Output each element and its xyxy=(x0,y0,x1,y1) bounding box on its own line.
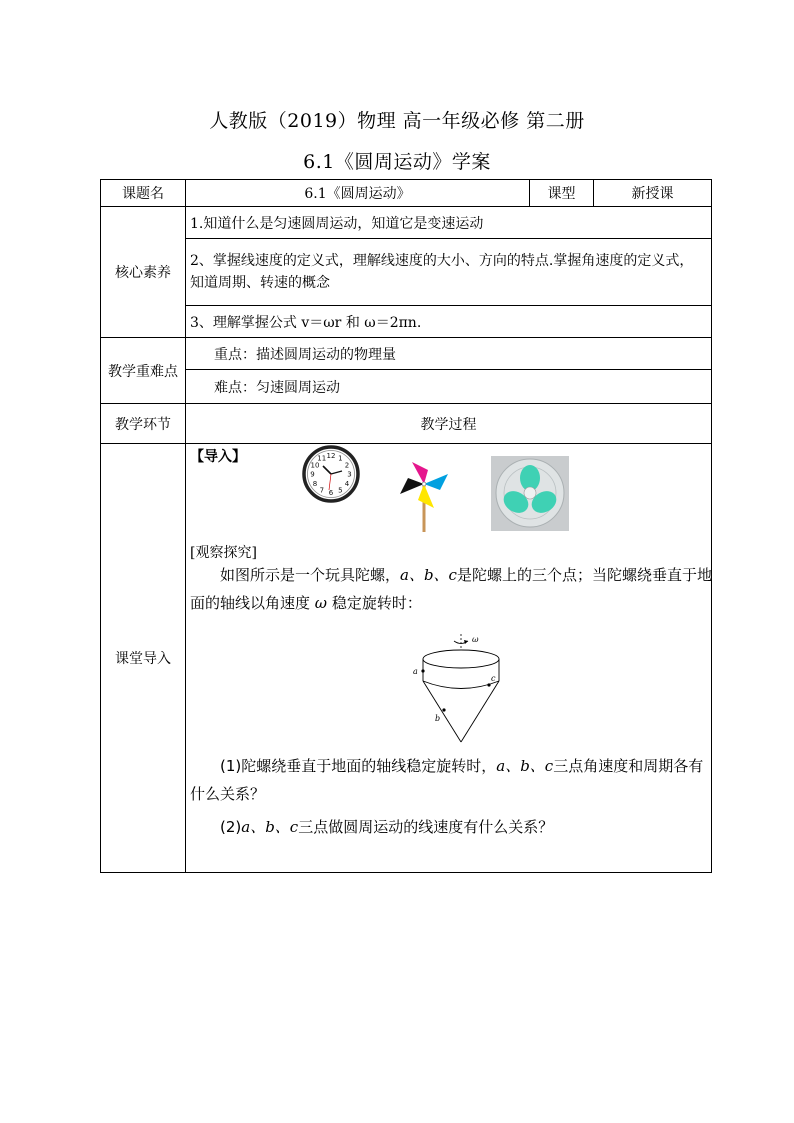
section-label: 教学环节 xyxy=(101,404,186,444)
topic-value: 6.1《圆周运动》 xyxy=(186,180,530,207)
core-item-2: 2、掌握线速度的定义式，理解线速度的大小、方向的特点.掌握角速度的定义式，知道周期、转速的概念 xyxy=(186,239,712,306)
para-text-b: 是陀螺上的三个点；当陀螺绕垂直于地面的轴线以角速度 xyxy=(190,566,712,612)
keypoint-label: 教学重难点 xyxy=(101,338,186,404)
core-label: 核心素养 xyxy=(101,207,186,338)
point-c-label: c xyxy=(491,674,496,683)
para-text-c: 稳定旋转时： xyxy=(331,594,422,612)
intro-label: 【导入】 xyxy=(190,449,246,465)
q1-text-a: (1)陀螺绕垂直于地面的轴线稳定旋转时， xyxy=(220,757,497,775)
key-point: 重点：描述圆周运动的物理量 xyxy=(186,338,712,370)
clock-number: 8 xyxy=(312,479,318,488)
topic-label: 课题名 xyxy=(101,180,186,207)
cone-left xyxy=(423,681,461,742)
lesson-label: 课堂导入 xyxy=(101,444,186,873)
type-label: 课型 xyxy=(530,180,594,207)
lesson-content xyxy=(186,444,712,873)
q2-text-b: 三点做圆周运动的线速度有什么关系？ xyxy=(298,818,554,836)
difficult-point: 难点：匀速圆周运动 xyxy=(186,370,712,404)
question-2 xyxy=(190,813,712,841)
observe-paragraph xyxy=(190,561,712,617)
clock-image xyxy=(301,444,361,504)
top-ellipse xyxy=(423,650,499,668)
clock-number: 4 xyxy=(344,479,350,488)
observe-label: [观察探究] xyxy=(190,545,257,561)
point-b-label: b xyxy=(435,714,441,723)
point-a-label: a xyxy=(413,667,418,676)
q1-points: a、b、c xyxy=(496,757,554,775)
spinning-top-figure xyxy=(413,634,521,746)
core-item-3: 3、理解掌握公式 v＝ωr 和 ω＝2πn. xyxy=(186,306,712,338)
document-subtitle: 6.1《圆周运动》学案 xyxy=(303,151,491,173)
clock-number: 6 xyxy=(328,489,334,497)
para-text-a: 如图所示是一个玩具陀螺， xyxy=(220,566,401,584)
clock-number: 11 xyxy=(317,454,327,463)
lesson-plan-table xyxy=(100,179,712,873)
question-1 xyxy=(190,752,712,808)
clock-number: 10 xyxy=(310,461,320,470)
point-a xyxy=(421,669,424,672)
clock-number: 5 xyxy=(338,486,343,495)
rotation-arrowhead xyxy=(464,640,468,644)
q2-points: a、b、c xyxy=(241,818,299,836)
pinwheel-blade xyxy=(424,474,448,490)
pinwheel-hub xyxy=(422,482,426,486)
point-b xyxy=(442,708,445,711)
core-item-1: 1.知道什么是匀速圆周运动，知道它是变速运动 xyxy=(186,207,712,239)
type-value: 新授课 xyxy=(594,180,712,207)
cone-right xyxy=(461,681,499,742)
clock-number: 9 xyxy=(310,470,315,479)
clock-number: 1 xyxy=(338,454,343,463)
pinwheel-blade xyxy=(418,484,434,508)
fan-hub xyxy=(524,487,536,499)
document-title: 人教版（2019）物理 高一年级必修 第二册 xyxy=(209,110,585,132)
omega-label: ω xyxy=(472,635,479,644)
pinwheel-image xyxy=(398,460,450,532)
process-label: 教学过程 xyxy=(186,404,712,444)
pinwheel-blade xyxy=(400,478,424,494)
para-omega: ω xyxy=(314,594,328,612)
clock-number: 7 xyxy=(319,486,325,495)
clock-number: 3 xyxy=(347,470,352,479)
fan-image xyxy=(491,456,569,531)
clock-number: 12 xyxy=(326,452,336,460)
point-c xyxy=(487,683,490,686)
para-points: a、b、c xyxy=(400,566,457,584)
q2-text-a: (2) xyxy=(220,818,242,836)
q1-text-b: 三点角速度和周期各有什么关系？ xyxy=(190,757,704,803)
clock-number: 2 xyxy=(344,461,350,470)
